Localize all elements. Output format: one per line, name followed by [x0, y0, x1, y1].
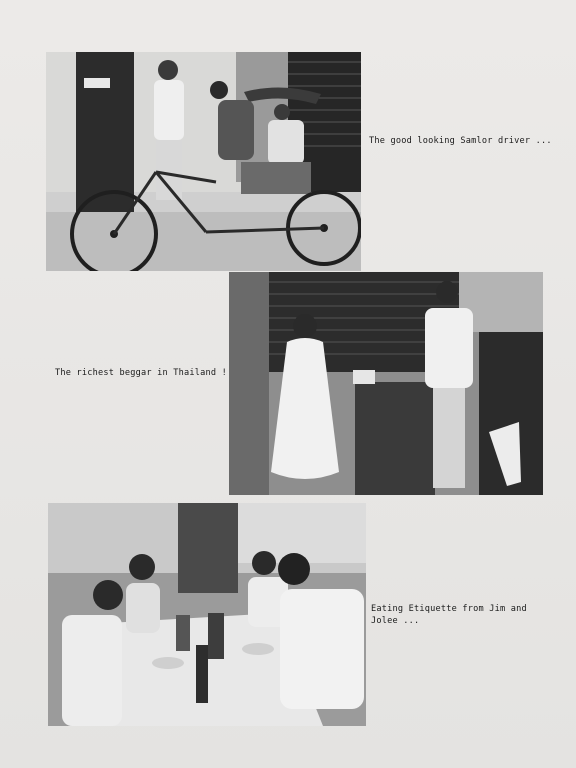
beggar-caption: The richest beggar in Thailand ! — [55, 368, 227, 378]
samlor-caption: The good looking Samlor driver ... — [369, 136, 552, 146]
samlor-driver-photo — [46, 52, 361, 271]
eating-etiquette-photo — [48, 503, 366, 726]
etiquette-caption: Eating Etiquette from Jim and Jolee ... — [371, 604, 527, 626]
richest-beggar-photo — [229, 272, 543, 495]
